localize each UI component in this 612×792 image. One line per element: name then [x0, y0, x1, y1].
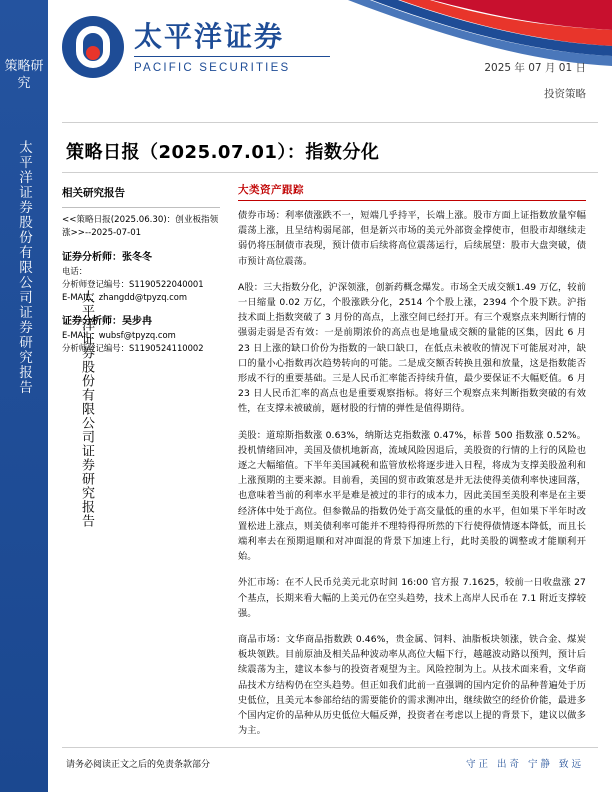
analyst-email-2[interactable]: E-MAIL：wubsf@tpyzq.com [62, 330, 176, 340]
report-category: 投资策略 [544, 88, 586, 100]
paragraph-a-shares: A股：三大指数分化，沪深领涨，创新药概念爆发。市场全天成交额1.49 万亿，较前一日缩量 0.02 万亿，个股涨跌分化，2514 个个股上涨，2394 个个股下跌。沪指技术面上指数突破了 3 月份的高点，上涨空间已经打开。有三个观察点来判断行情的强弱走弱是否有效：一是前期浓价的高点也是地量成交额的量能的区集，因此 6 月 23 日上涨的缺口价份为指数的一缺口缺口，在低点未被收的情况下可能展对冲，缺口的量小心指数再次趋势转向的可能。二是成交额否转换且强和放量，这是指数能否形成不行的重要基础。三是人民币汇率能否持续升值，最少要保证不大幅贬值。6 月 23 日人民币汇率的高点也是重要观察指标。将好三个观察点来判断指数突破的有效性，在支撑未被破前，题材股的行情的弹性是值得期待。 [238, 281, 586, 415]
paragraph-bond-market: 债券市场：利率债涨跌不一，短端几乎持平，长端上涨。股市方面上证指数放量窄幅震荡上涨，且呈结构弱尾部，但是新兴市场的美元外部资金撑使市，但股市却继续走弱仍将压制债市表现，预计债市后续将高位震荡运行，后续展望：股市大盘突破，债市预计高位震荡。 [238, 210, 586, 267]
paragraph-fx-market: 外汇市场：在不人民币兑美元北京时间 16:00 官方报 7.1625，较前一日收盘涨 27 个基点，长期来看大幅的上美元仍在空头趋势，技术上高岸人民币在 7.1 附近支撑较强。 [238, 577, 586, 619]
brand-rule [134, 56, 330, 57]
list-item[interactable]: <<策略日报(2025.06.30)：创业板指领涨>>--2025-07-01 [62, 215, 219, 238]
report-date: 2025 年 07 月 01 日 [484, 62, 586, 74]
brand-name-cn: 太平洋证券 [134, 19, 285, 53]
band-top-title: 策略研究 [4, 59, 44, 91]
related-reports-divider [62, 207, 220, 208]
analyst-cert-1: 分析师登记编号：S1190522040001 [62, 279, 204, 289]
related-reports-heading: 相关研究报告 [62, 187, 125, 199]
pacific-securities-logo-icon [62, 16, 124, 78]
brand-logo-text [134, 21, 330, 74]
brand-logo [62, 16, 330, 78]
sidebar-vertical-company-title: 太平洋证券股份有限公司证券研究报告 [79, 290, 94, 528]
analyst-email-1[interactable]: E-MAIL：zhangdd@tpyzq.com [62, 292, 188, 302]
footer-disclaimer: 请务必阅读正文之后的免责条款部分 [66, 760, 211, 770]
brand-name-en: PACIFIC SECURITIES [134, 61, 291, 74]
band-vertical-title: 太平洋证券股份有限公司证券研究报告 [16, 140, 32, 395]
section-title: 大类资产跟踪 [238, 182, 586, 201]
left-brand-band [0, 0, 48, 792]
analyst-name-1: 证券分析师：张冬冬 [62, 252, 152, 263]
page-title: 策略日报（2025.07.01）：指数分化 [66, 142, 380, 163]
paragraph-us-stocks: 美股：道琼斯指数涨 0.63%，纳斯达克指数涨 0.47%，标普 500 指数涨 0.52%。投机情绪回冲，美国及债机地新高，流域风险因退后，美股资的行情的上行的风险也逐之大幅缩值。下半年美国减税和监管放松将逐步进入日程，将成为支撑美股盈利和上涨预期的主要来源。目前看，美国的贸市政策怼是并无法使得美债利率快速回落，也意味着当前的利率水平是难是被过的非行的成本力，因此美国至美股利率是在主要经济体中处于高位。但参微品的指数仍处于高交量低的重的水平，但如果下半年时改置松进上涨点，则美债利率可能并不理特得得所然的下行使得债情逐本降低，而且长端利率去在预期退顺和对冲面混的背景下加速上行，此时美股的调整或才能顺利开始。 [238, 429, 586, 563]
analyst-phone-1: 电话： [62, 266, 88, 276]
paragraph-commodity-market: 商品市场：文华商品指数跌 0.46%，贵金属、饲料、油脂板块领涨，铁合金、煤炭板块领跌。目前原油及相关品种波动率从高位大幅下行，越越波动路以预判，预计后续震荡为主，建议本参与的投资者观望为主。风险控制为上。从技术面来看，文华商品技术方结构仍在空头趋势。但正如我们此前一直强调的国内定价的品种普遍处于历史低位，且美元本参部给结的需要能价的需求测冲出，继续做空的经价价能，最进多个国内定价的品种从历史低位大幅反弹，投资者在考虑以上提的背景下，建议以做多为主。 [238, 634, 586, 737]
title-divider-bottom [62, 172, 598, 173]
main-content [238, 182, 586, 750]
footer-slogan: 守正 出奇 宁静 致远 [465, 759, 584, 770]
document-header [48, 0, 612, 104]
analyst-cert-2: 分析师登记编号：S1190524110002 [62, 343, 204, 353]
footer-divider [62, 747, 598, 748]
analyst-name-2: 证券分析师：吴步冉 [62, 316, 152, 327]
title-divider-top [62, 122, 598, 123]
